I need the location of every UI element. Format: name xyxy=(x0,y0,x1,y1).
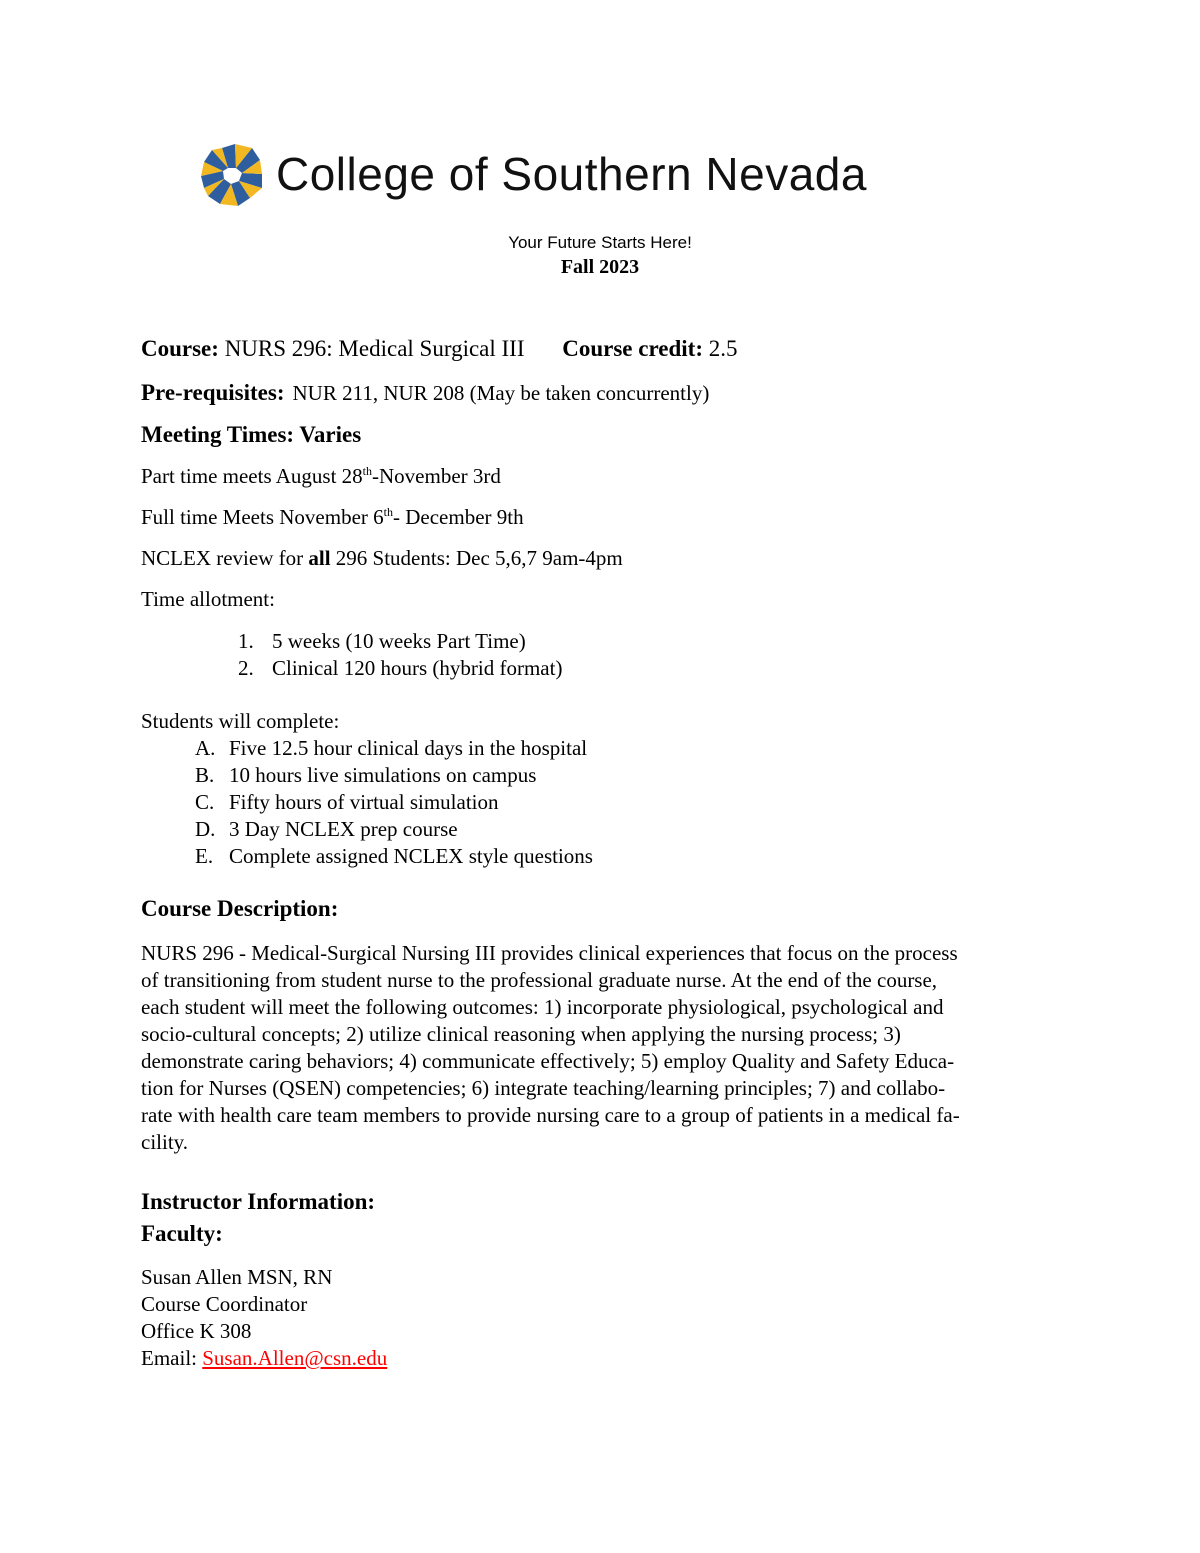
course-line xyxy=(141,336,1066,362)
list-text: Complete assigned NCLEX style questions xyxy=(229,844,593,868)
list-letter: E. xyxy=(195,844,214,868)
list-letter: A. xyxy=(195,736,216,760)
full-time-text: Full time Meets November 6 xyxy=(141,505,384,529)
list-item xyxy=(195,762,1066,789)
faculty-name: Susan Allen MSN, RN xyxy=(141,1265,333,1289)
list-text: 10 hours live simulations on campus xyxy=(229,763,537,787)
college-name: College of Southern Nevada xyxy=(276,148,867,200)
part-time-sup: th xyxy=(362,464,372,478)
nclex-text: NCLEX review for xyxy=(141,546,309,570)
full-time-sup: th xyxy=(383,505,393,519)
email-link[interactable]: Susan.Allen@csn.edu xyxy=(202,1346,388,1370)
prereq-label: Pre-requisites: xyxy=(141,380,285,405)
course-label: Course: xyxy=(141,336,219,361)
faculty-office: Office K 308 xyxy=(141,1319,252,1343)
list-item xyxy=(195,789,1066,816)
description-line: rate with health care team members to provide nursing care to a group of patients in a medical fa- xyxy=(141,1103,960,1127)
description-line: socio-cultural concepts; 2) utilize clinical reasoning when applying the nursing process; 3) xyxy=(141,1022,901,1046)
full-time-end: - December 9th xyxy=(392,505,524,529)
description-line: NURS 296 - Medical-Surgical Nursing III provides clinical experiences that focus on the process xyxy=(141,941,958,965)
meeting-times-heading: Meeting Times: Varies xyxy=(141,422,362,447)
list-item xyxy=(238,655,1066,682)
course-description xyxy=(141,940,1066,1156)
part-time-schedule xyxy=(141,464,1066,489)
nclex-review-line xyxy=(141,546,1066,571)
description-line: each student will meet the following outcomes: 1) incorporate physiological, psychological and xyxy=(141,995,944,1019)
list-item xyxy=(238,628,1066,655)
course-value: NURS 296: Medical Surgical III xyxy=(224,336,525,361)
list-item xyxy=(195,735,1066,762)
list-letter: B. xyxy=(195,763,215,787)
prereq-value: NUR 211, NUR 208 (May be taken concurrently) xyxy=(292,381,710,405)
list-number: 2. xyxy=(238,656,254,680)
list-item xyxy=(195,843,1066,870)
list-letter: C. xyxy=(195,790,215,814)
nclex-end: 296 Students: Dec 5,6,7 9am-4pm xyxy=(330,546,623,570)
instructor-heading xyxy=(141,1186,1066,1250)
list-letter: D. xyxy=(195,817,216,841)
college-logo xyxy=(200,140,867,208)
list-number: 1. xyxy=(238,629,254,653)
credit-label: Course credit: xyxy=(562,336,703,361)
list-text: Five 12.5 hour clinical days in the hospital xyxy=(229,736,588,760)
faculty-role: Course Coordinator xyxy=(141,1292,308,1316)
instructor-info-title: Instructor Information: xyxy=(141,1189,376,1214)
description-line: tion for Nurses (QSEN) competencies; 6) integrate teaching/learning principles; 7) and collabo- xyxy=(141,1076,946,1100)
credit-value: 2.5 xyxy=(708,336,738,361)
full-time-schedule xyxy=(141,505,1066,530)
list-text: 3 Day NCLEX prep course xyxy=(229,817,458,841)
list-item xyxy=(195,816,1066,843)
time-allotment-list xyxy=(141,628,1066,682)
nclex-bold: all xyxy=(308,546,331,570)
part-time-text: Part time meets August 28 xyxy=(141,464,363,488)
tagline: Your Future Starts Here! xyxy=(508,233,692,252)
part-time-end: -November 3rd xyxy=(372,464,501,488)
faculty-title: Faculty: xyxy=(141,1221,223,1246)
students-complete-label: Students will complete: xyxy=(141,709,340,733)
syllabus-body xyxy=(141,336,1066,1372)
faculty-email-line xyxy=(141,1345,1066,1372)
description-line: of transitioning from student nurse to the professional graduate nurse. At the end of the course, xyxy=(141,968,938,992)
email-label: Email: xyxy=(141,1346,203,1370)
faculty-info xyxy=(141,1264,1066,1372)
students-complete-list xyxy=(141,735,1066,870)
list-text: Fifty hours of virtual simulation xyxy=(229,790,499,814)
list-text: Clinical 120 hours (hybrid format) xyxy=(272,656,563,680)
course-description-heading: Course Description: xyxy=(141,896,339,921)
list-text: 5 weeks (10 weeks Part Time) xyxy=(272,629,526,653)
term-title: Fall 2023 xyxy=(560,256,640,278)
college-star-logo-icon xyxy=(200,140,264,208)
time-allotment-label: Time allotment: xyxy=(141,587,275,611)
description-line: demonstrate caring behaviors; 4) communicate effectively; 5) employ Quality and Safety Educa- xyxy=(141,1049,955,1073)
prerequisites-line xyxy=(141,380,1066,406)
description-line: cility. xyxy=(141,1130,189,1154)
